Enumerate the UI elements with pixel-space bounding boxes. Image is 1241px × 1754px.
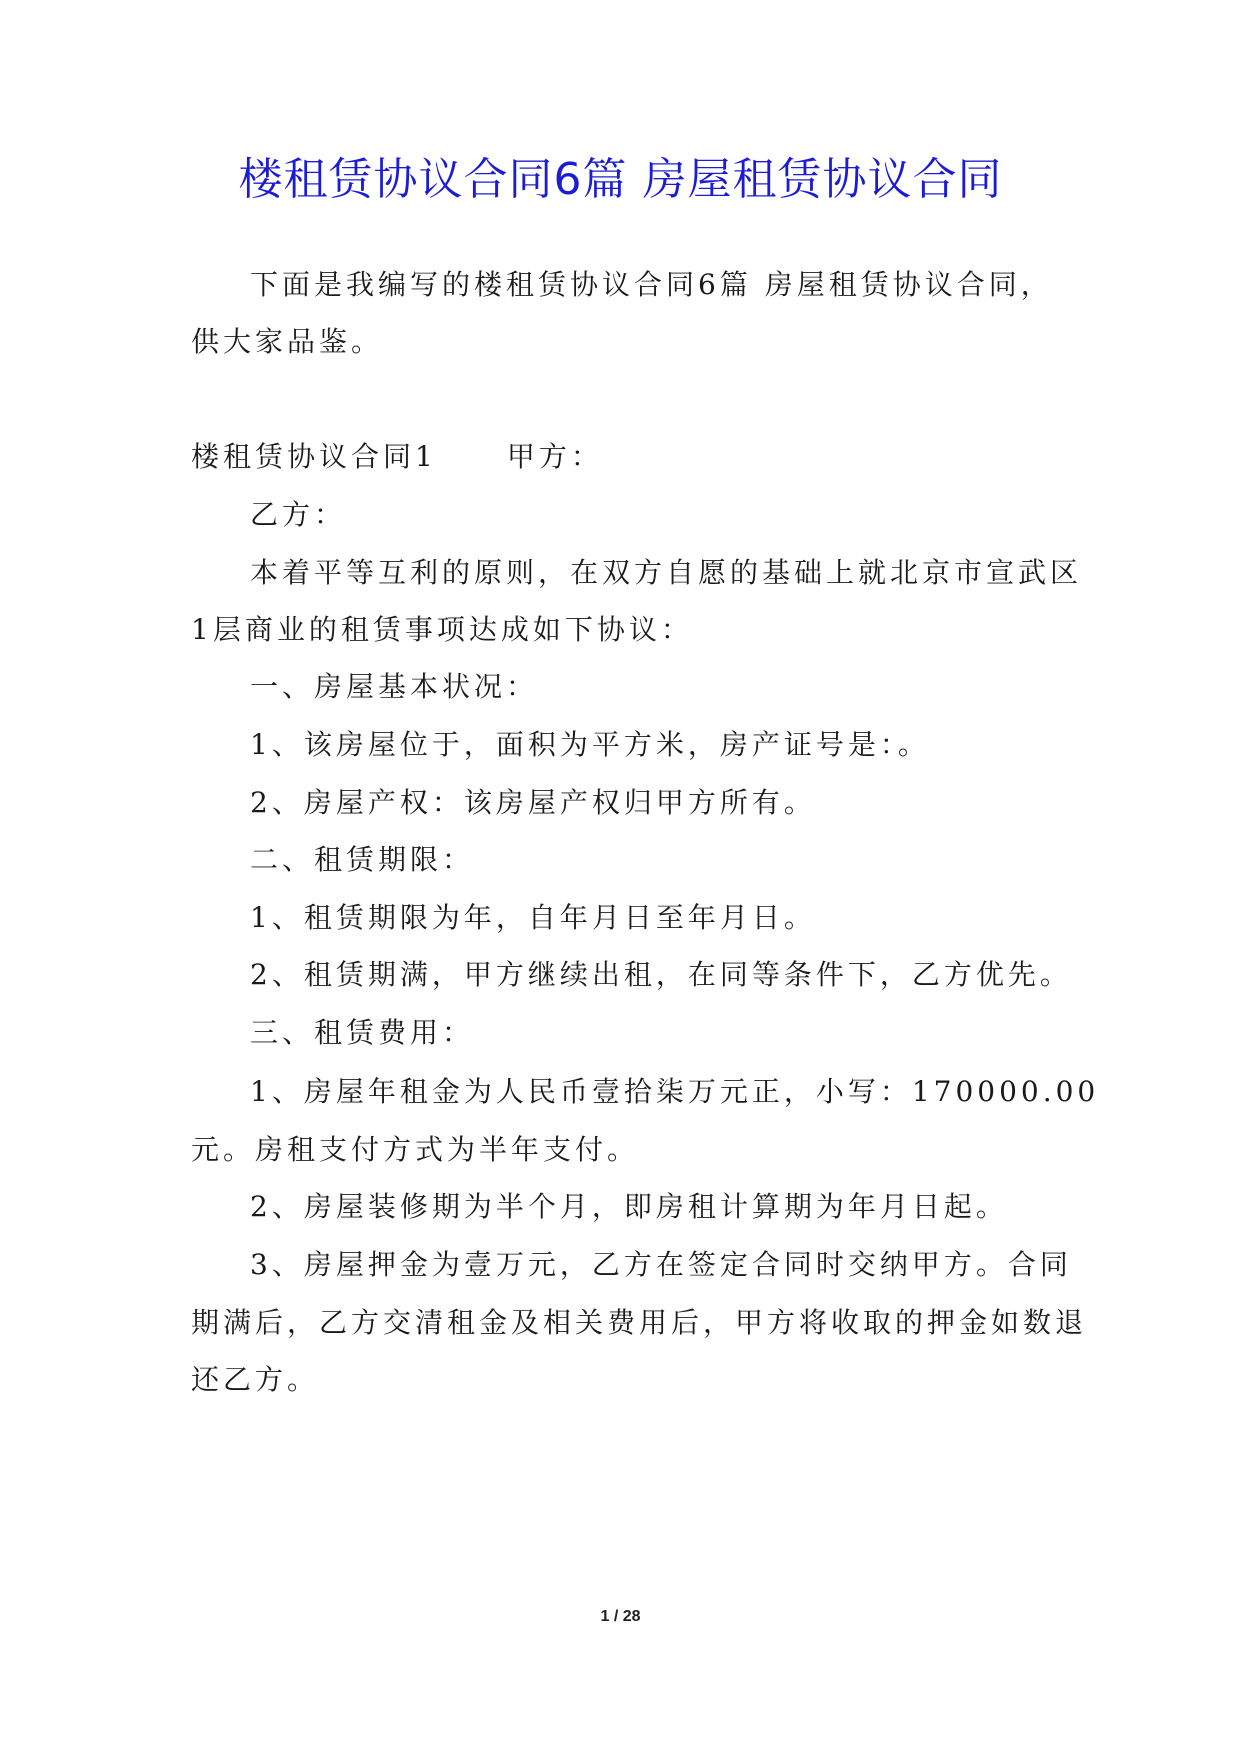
clause-item-continued: 期满后，乙方交清租金及相关费用后，甲方将收取的押金如数退 [191, 1306, 1088, 1339]
paragraph-line: 1层商业的租赁事项达成如下协议： [191, 613, 693, 646]
section-heading-row [191, 437, 1061, 477]
intro-line-1: 下面是我编写的楼租赁协议合同6篇 房屋租赁协议合同， [250, 268, 1053, 301]
clause-item: 1、该房屋位于，面积为平方米，房产证号是：。 [250, 728, 930, 761]
clause-item: 2、租赁期满，甲方继续出租，在同等条件下，乙方优先。 [250, 958, 1072, 991]
clause-heading: 一、房屋基本状况： [250, 670, 539, 703]
paragraph-line: 本着平等互利的原则，在双方自愿的基础上就北京市宣武区 [250, 556, 1083, 589]
clause-item: 1、房屋年租金为人民币壹拾柒万元正，小写：170000.00 [250, 1075, 1100, 1108]
party-a-label: 甲方： [506, 440, 603, 473]
clause-heading: 三、租赁费用： [250, 1016, 475, 1049]
clause-item-continued: 还乙方。 [191, 1363, 320, 1396]
clause-item: 1、租赁期限为年，自年月日至年月日。 [250, 901, 816, 934]
clause-item: 3、房屋押金为壹万元，乙方在签定合同时交纳甲方。合同 [250, 1248, 1072, 1281]
section-heading: 楼租赁协议合同1 [191, 440, 437, 473]
page-number: 1 / 28 [600, 1608, 641, 1625]
document-title: 楼租赁协议合同6篇 房屋租赁协议合同 [238, 154, 1003, 205]
party-b-label: 乙方： [250, 498, 347, 531]
clause-item: 2、房屋装修期为半个月，即房租计算期为年月日起。 [250, 1190, 1008, 1223]
clause-item: 2、房屋产权：该房屋产权归甲方所有。 [250, 786, 816, 819]
intro-line-2: 供大家品鉴。 [191, 325, 384, 358]
clause-heading: 二、租赁期限： [250, 843, 475, 876]
clause-item-continued: 元。房租支付方式为半年支付。 [191, 1133, 640, 1166]
